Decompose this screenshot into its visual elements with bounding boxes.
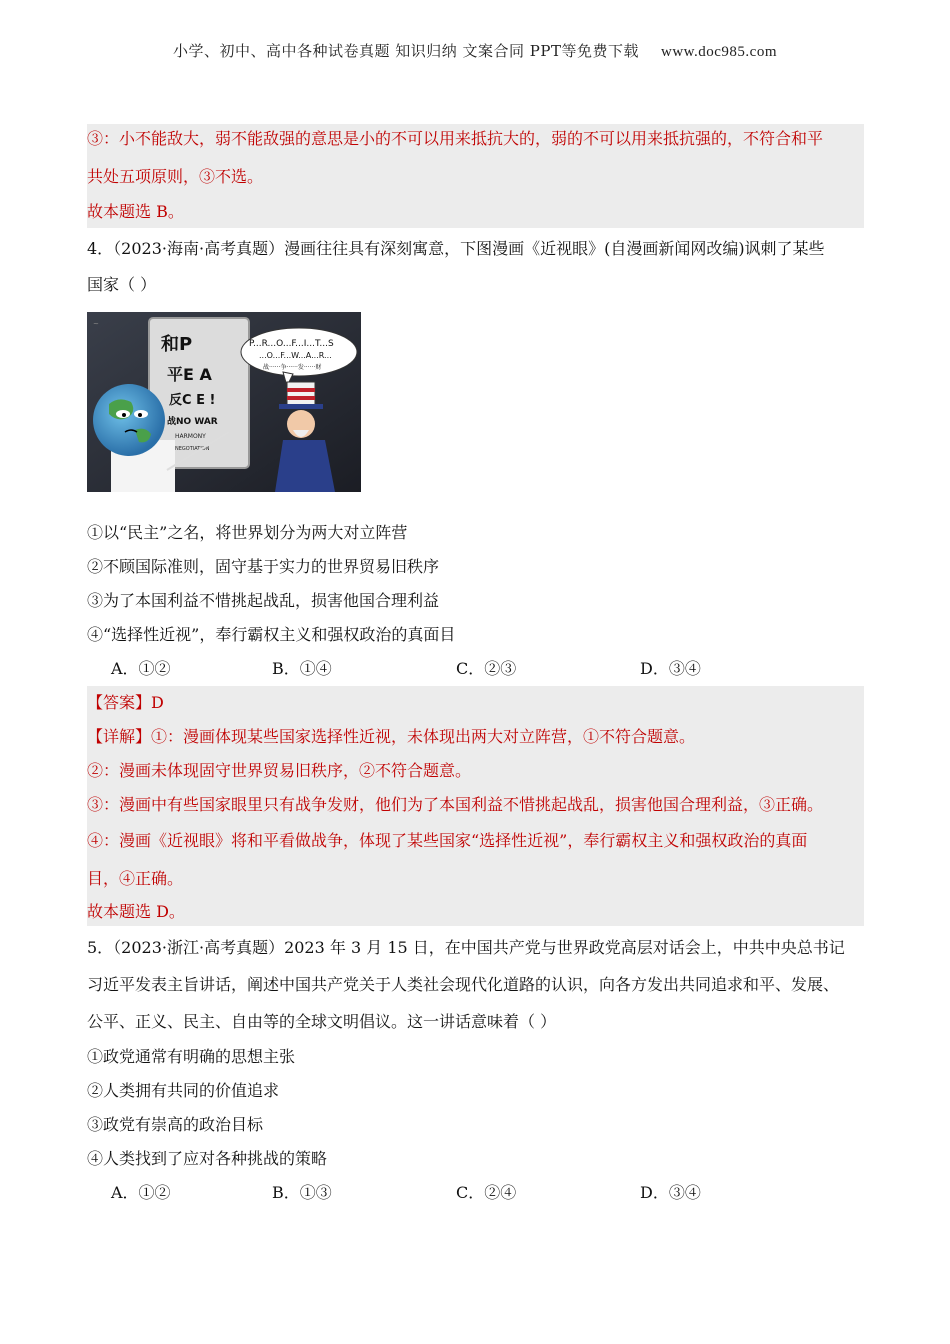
q5-item-4: ④人类找到了应对各种挑战的策略 <box>87 1149 328 1168</box>
prev-answer-block <box>87 124 864 228</box>
bubble-line-1: P...R...O...F...I...T...S <box>249 339 334 349</box>
answer-value: D <box>151 693 164 712</box>
q4-item-1: ①以“民主”之名，将世界划分为两大对立阵营 <box>87 523 408 542</box>
q5-item-2: ②人类拥有共同的价值追求 <box>87 1081 280 1100</box>
q5-stem-line-3: 公平、正义、民主、自由等的全球文明倡议。这一讲话意味着（ ） <box>87 1012 557 1031</box>
detail-label: 【详解】 <box>87 727 152 746</box>
document-content <box>87 124 864 1210</box>
answer-label: 【答案】 <box>87 693 152 712</box>
q5-option-b[interactable]: B．①③ <box>272 1183 332 1202</box>
cartoon-image <box>87 312 361 492</box>
chart-row5-text: HARMONY <box>175 433 206 440</box>
q4-option-a[interactable]: A．①② <box>111 659 171 678</box>
q5-option-d[interactable]: D．③④ <box>640 1183 701 1202</box>
q5-stem-line-2: 习近平发表主旨讲话，阐述中国共产党关于人类社会现代化道路的认识，向各方发出共同追求和平、发展、 <box>87 975 840 994</box>
prev-answer-line-2: 共处五项原则，③不选。 <box>87 167 264 186</box>
chart-row2-text: 平E A <box>167 365 212 384</box>
q4-options <box>87 652 864 686</box>
q4-answer-block <box>87 686 864 926</box>
chart-main-text: 和P <box>161 334 193 355</box>
prev-answer-conclusion: 故本题选 B。 <box>87 202 184 221</box>
q5-items <box>87 1040 864 1176</box>
q4-item-3: ③为了本国利益不惜挑起战乱，损害他国合理利益 <box>87 591 440 610</box>
q4-option-d[interactable]: D．③④ <box>640 659 701 678</box>
q5-item-1: ①政党通常有明确的思想主张 <box>87 1047 296 1066</box>
prev-answer-line-1: ③：小不能敌大，弱不能敌强的意思是小的不可以用来抵抗大的，弱的不可以用来抵抗强的，不符合和平 <box>87 129 824 148</box>
header-site-link[interactable]: www.doc985.com <box>660 44 777 60</box>
q5-options <box>87 1176 864 1210</box>
q4-option-b[interactable]: B．①④ <box>272 659 332 678</box>
q5-option-a[interactable]: A．①② <box>111 1183 171 1202</box>
chart-row6-text: NEGOTIATION <box>175 446 210 452</box>
q4-detail-line-5: 目，④正确。 <box>87 869 184 888</box>
question-4 <box>87 232 864 926</box>
q4-option-c[interactable]: C．②③ <box>456 659 517 678</box>
q4-detail-line-4: ④：漫画《近视眼》将和平看做战争，体现了某些国家“选择性近视”，奉行霸权主义和强权政治的真面 <box>87 831 808 850</box>
q4-detail-line-1 <box>87 720 864 754</box>
chart-row4-text: 战NO WAR <box>167 417 218 427</box>
chart-row3-text: 反C E ! <box>169 393 216 408</box>
page-header <box>0 40 950 61</box>
bubble-line-2: ...O...F...W...A...R... <box>259 351 332 360</box>
detail-text-1: ①：漫画体现某些国家选择性近视，未体现出两大对立阵营，①不符合题意。 <box>151 727 696 746</box>
question-5 <box>87 930 864 1210</box>
svg-text:~: ~ <box>93 320 99 328</box>
q5-stem-line-1: 5．（2023·浙江·高考真题）2023 年 3 月 15 日，在中国共产党与世界政党高层对话会上，中共中央总书记 <box>87 938 845 957</box>
q4-stem-line-1: 4．（2023·海南·高考真题）漫画往往具有深刻寓意，下图漫画《近视眼》(自漫画新闻网改编)讽刺了某些 <box>87 239 825 258</box>
bubble-line-3: 战······争······发······财 <box>263 364 322 371</box>
header-text: 小学、初中、高中各种试卷真题 知识归纳 文案合同 PPT等免费下载 <box>172 42 639 60</box>
q4-answer-line <box>87 686 864 720</box>
q4-detail-line-2: ②：漫画未体现固守世界贸易旧秩序，②不符合题意。 <box>87 761 472 780</box>
q4-items <box>87 516 864 652</box>
q4-item-4: ④“选择性近视”，奉行霸权主义和强权政治的真面目 <box>87 625 456 644</box>
q5-option-c[interactable]: C．②④ <box>456 1183 517 1202</box>
q4-stem-line-2: 国家（ ） <box>87 275 157 294</box>
q4-detail-line-3: ③：漫画中有些国家眼里只有战争发财，他们为了本国利益不惜挑起战乱，损害他国合理利益，③正确。 <box>87 795 824 814</box>
q4-item-2: ②不顾国际准则，固守基于实力的世界贸易旧秩序 <box>87 557 440 576</box>
q4-conclusion: 故本题选 D。 <box>87 902 185 921</box>
q5-item-3: ③政党有崇高的政治目标 <box>87 1115 264 1134</box>
